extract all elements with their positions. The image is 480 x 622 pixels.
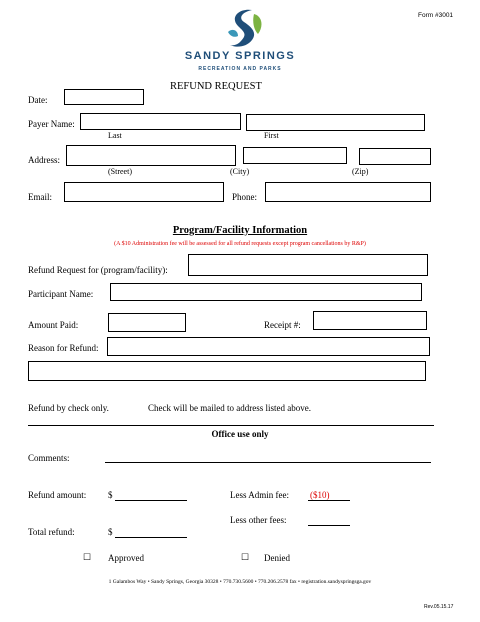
program-facility-field[interactable] bbox=[188, 254, 428, 276]
zip-caption: (Zip) bbox=[352, 167, 369, 176]
first-caption: First bbox=[264, 131, 279, 140]
denied-checkbox[interactable]: ☐ bbox=[241, 552, 250, 562]
form-number: Form #3001 bbox=[418, 12, 454, 19]
payer-last-name-field[interactable] bbox=[80, 113, 241, 130]
brand-subtitle: RECREATION AND PARKS bbox=[198, 66, 282, 72]
office-use-heading: Office use only bbox=[211, 429, 269, 439]
refund-for-label: Refund Request for (program/facility): bbox=[28, 265, 168, 275]
admin-fee-value: ($10) bbox=[310, 490, 330, 500]
revision-number: Rev.05.15.17 bbox=[424, 604, 454, 610]
refund-amount-dollar: $ bbox=[108, 490, 113, 500]
payer-name-label: Payer Name: bbox=[28, 119, 75, 129]
city-field[interactable] bbox=[243, 147, 347, 164]
receipt-number-field[interactable] bbox=[313, 311, 427, 330]
less-admin-fee-label: Less Admin fee: bbox=[230, 490, 289, 500]
street-field[interactable] bbox=[66, 145, 236, 166]
zip-field[interactable] bbox=[359, 148, 431, 165]
phone-field[interactable] bbox=[265, 182, 431, 202]
participant-name-field[interactable] bbox=[110, 283, 422, 301]
footer-address: 1 Galambos Way • Sandy Springs, Georgia 30328 • 770.730.5600 • 770.206.2578 fax • registration.sandyspringsga.gov bbox=[108, 579, 372, 585]
amount-paid-label: Amount Paid: bbox=[28, 320, 79, 330]
refund-check-note: Refund by check only. bbox=[28, 403, 109, 413]
phone-label: Phone: bbox=[232, 192, 258, 202]
date-label: Date: bbox=[28, 95, 48, 105]
sandy-springs-logo-icon bbox=[224, 6, 264, 50]
check-mailed-note: Check will be mailed to address listed above. bbox=[148, 403, 311, 413]
comments-label: Comments: bbox=[28, 453, 70, 463]
total-refund-line[interactable] bbox=[115, 537, 187, 538]
street-caption: (Street) bbox=[108, 167, 132, 176]
page-title: REFUND REQUEST bbox=[170, 81, 262, 92]
refund-amount-line[interactable] bbox=[115, 500, 187, 501]
address-label: Address: bbox=[28, 155, 60, 165]
office-divider bbox=[28, 425, 434, 426]
brand-name: SANDY SPRINGS bbox=[184, 50, 296, 62]
program-section-heading: Program/Facility Information bbox=[172, 225, 308, 236]
email-field[interactable] bbox=[64, 182, 224, 202]
total-refund-dollar: $ bbox=[108, 527, 113, 537]
comments-line[interactable] bbox=[105, 462, 431, 463]
city-caption: (City) bbox=[230, 167, 250, 176]
approved-checkbox[interactable]: ☐ bbox=[83, 552, 92, 562]
total-refund-label: Total refund: bbox=[28, 527, 75, 537]
reason-field-continued[interactable] bbox=[28, 361, 426, 381]
refund-amount-label: Refund amount: bbox=[28, 490, 87, 500]
admin-fee-line bbox=[308, 500, 350, 501]
receipt-label: Receipt #: bbox=[264, 320, 301, 330]
reason-field[interactable] bbox=[107, 337, 430, 356]
reason-label: Reason for Refund: bbox=[28, 343, 99, 353]
amount-paid-field[interactable] bbox=[108, 313, 186, 332]
date-field[interactable] bbox=[64, 89, 144, 105]
email-label: Email: bbox=[28, 192, 52, 202]
less-other-fees-label: Less other fees: bbox=[230, 515, 287, 525]
admin-fee-notice: (A $10 Administration fee will be assessed for all refund requests except program cancellations by R&P) bbox=[114, 241, 366, 247]
other-fees-line[interactable] bbox=[308, 525, 350, 526]
participant-name-label: Participant Name: bbox=[28, 289, 94, 299]
denied-label: Denied bbox=[264, 553, 290, 563]
approved-label: Approved bbox=[108, 553, 144, 563]
last-caption: Last bbox=[108, 131, 122, 140]
payer-first-name-field[interactable] bbox=[246, 114, 425, 131]
